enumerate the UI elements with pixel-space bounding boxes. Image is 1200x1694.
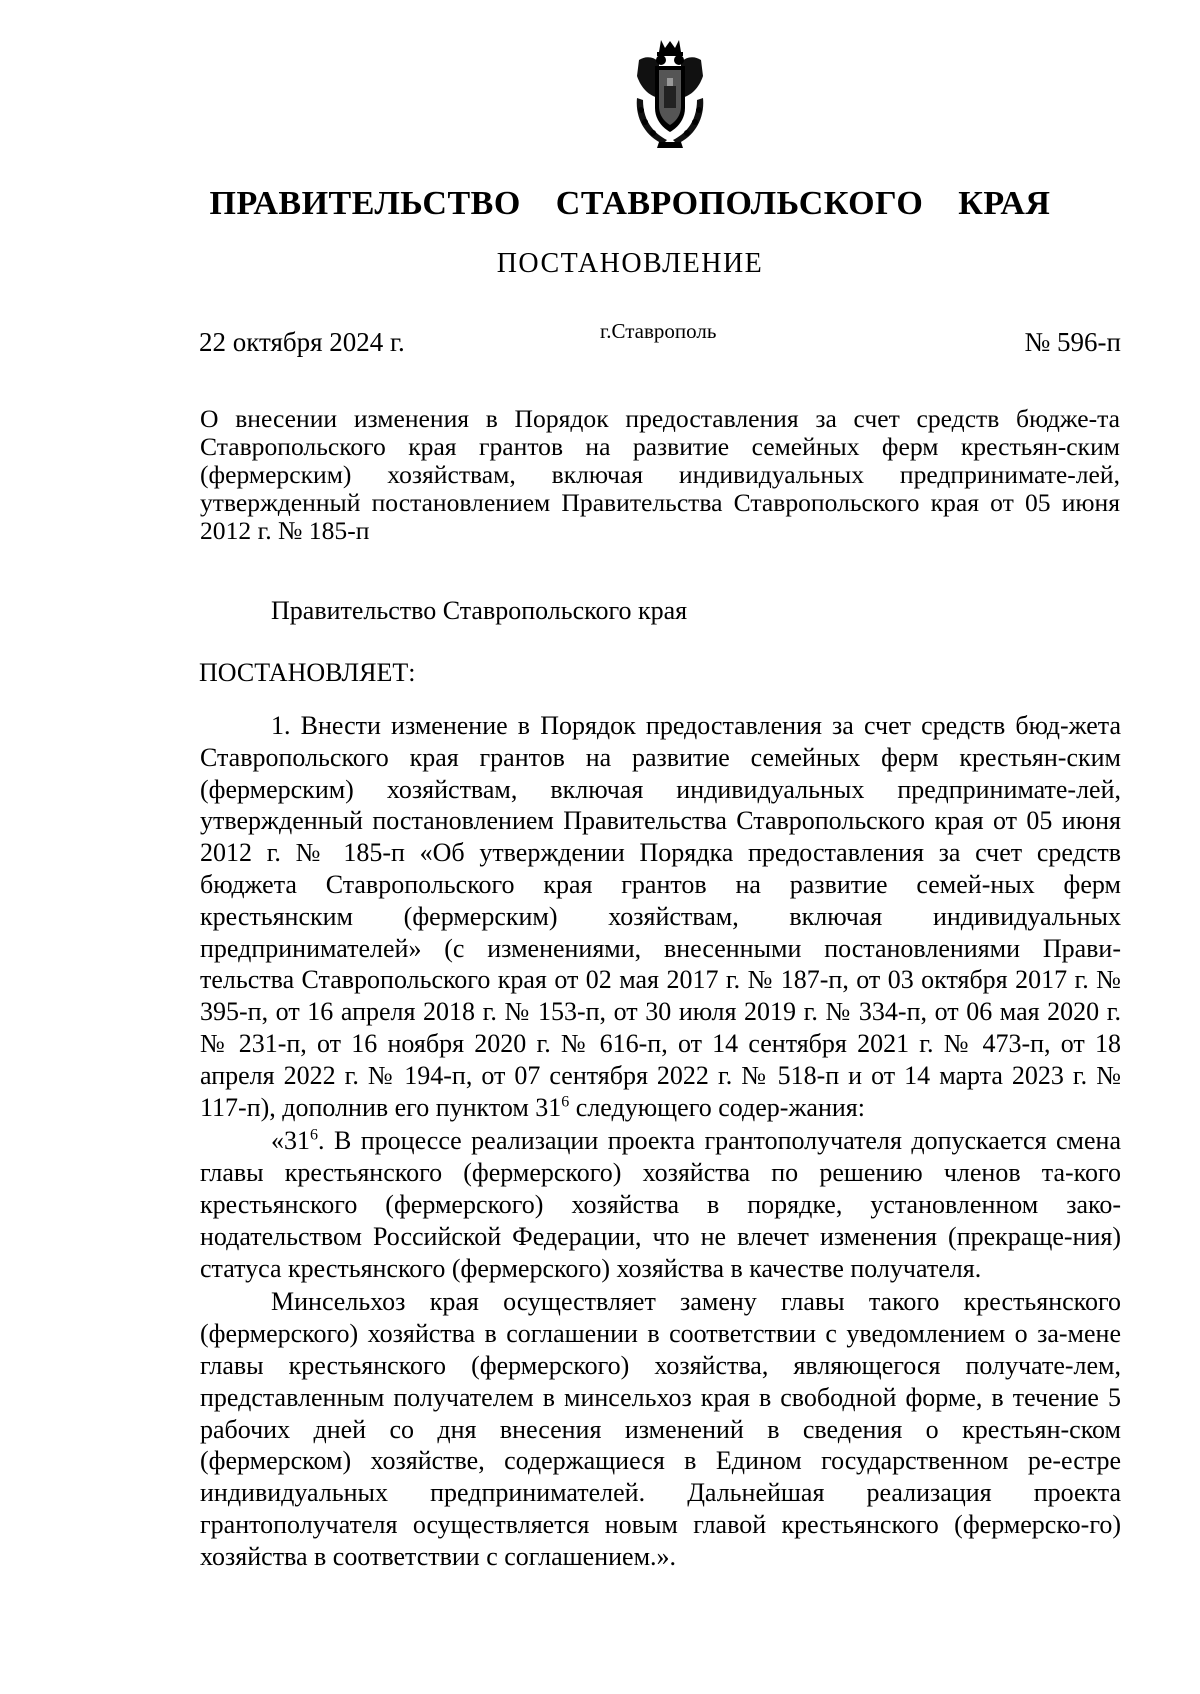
paragraph-1-tail: следующего содер-жания: bbox=[569, 1092, 865, 1122]
decree-body bbox=[200, 710, 1121, 1573]
superscript: 6 bbox=[561, 1092, 570, 1110]
paragraph-1-text: 1. Внести изменение в Порядок предоставления за счет средств бюд-жета Ставропольского края грантов на развитие семейных ферм крестьян-ским (фермерским) хозяйствам, включая индивидуальных предпринимате-лей, утвержденный постановлением Правительства Ставропольского края от 05 июня 2012 г. № 185-п «Об утверждении Порядка предоставления за счет средств бюджета Ставропольского края грантов на развитие семей-ных ферм крестьянским (фермерским) хозяйствам, включая индивидуальных предпринимателей» (с изменениями, внесенными постановлениями Прави-тельства Ставропольского края от 02 мая 2017 г. № 187-п, от 03 октября 2017 г. № 395-п, от 16 апреля 2018 г. № 153-п, от 30 июля 2019 г. № 334-п, от 06 мая 2020 г. № 231-п, от 16 ноября 2020 г. № 616-п, от 14 сентября 2021 г. № 473-п, от 18 апреля 2022 г. № 194-п, от 07 сентября 2022 г. № 518-п и от 14 марта 2023 г. № 117-п), дополнив его пунктом 31 bbox=[200, 711, 1121, 1122]
decree-city: г.Ставрополь bbox=[600, 319, 717, 343]
paragraph-2 bbox=[200, 1125, 1121, 1284]
issuing-body: Правительство Ставропольского края bbox=[271, 596, 688, 625]
coat-of-arms-icon bbox=[631, 38, 709, 150]
paragraph-3: Минсельхоз края осуществляет замену главы такого крестьянского (фермерского) хозяйства в соглашении в соответствии с уведомлением о за-мене главы крестьянского (фермерского) хозяйства, являющегося получате-лем, представленным получателем в минсельхоз края в свободной форме, в течение 5 рабочих дней со дня внесения изменений в сведения о крестьян-ском (фермерском) хозяйстве, содержащиеся в Едином государственном ре-естре индивидуальных предпринимателей. Дальнейшая реализация проекта грантополучателя осуществляется новым главой крестьянского (фермерско-го) хозяйства в соответствии с соглашением.». bbox=[200, 1287, 1121, 1571]
paragraph-2-open: «31 bbox=[271, 1126, 310, 1156]
paragraph-1 bbox=[200, 710, 1121, 1123]
resolves-heading: ПОСТАНОВЛЯЕТ: bbox=[199, 658, 416, 687]
document-type: ПОСТАНОВЛЕНИЕ bbox=[496, 248, 764, 279]
decree-subject: О внесении изменения в Порядок предоставления за счет средств бюдже-та Ставропольского края грантов на развитие семейных ферм крестьян-ским (фермерским) хозяйствам, включая индивидуальных предпринимате-лей, утвержденный постановлением Правительства Ставропольского края от 05 июня 2012 г. № 185-п bbox=[200, 404, 1120, 545]
decree-number: № 596-п bbox=[1024, 327, 1121, 357]
decree-date: 22 октября 2024 г. bbox=[199, 327, 405, 357]
superscript: 6 bbox=[310, 1126, 318, 1144]
government-title: ПРАВИТЕЛЬСТВО СТАВРОПОЛЬСКОГО КРАЯ bbox=[209, 185, 1051, 222]
paragraph-2-text: . В процессе реализации проекта грантополучателя допускается смена главы крестьянского (фермерского) хозяйства по решению членов та-кого крестьянского (фермерского) хозяйства в порядке, установленном зако-нодательством Российской Федерации, что не влечет изменения (прекраще-ния) статуса крестьянского (фермерского) хозяйства в качестве получателя. bbox=[200, 1126, 1121, 1283]
